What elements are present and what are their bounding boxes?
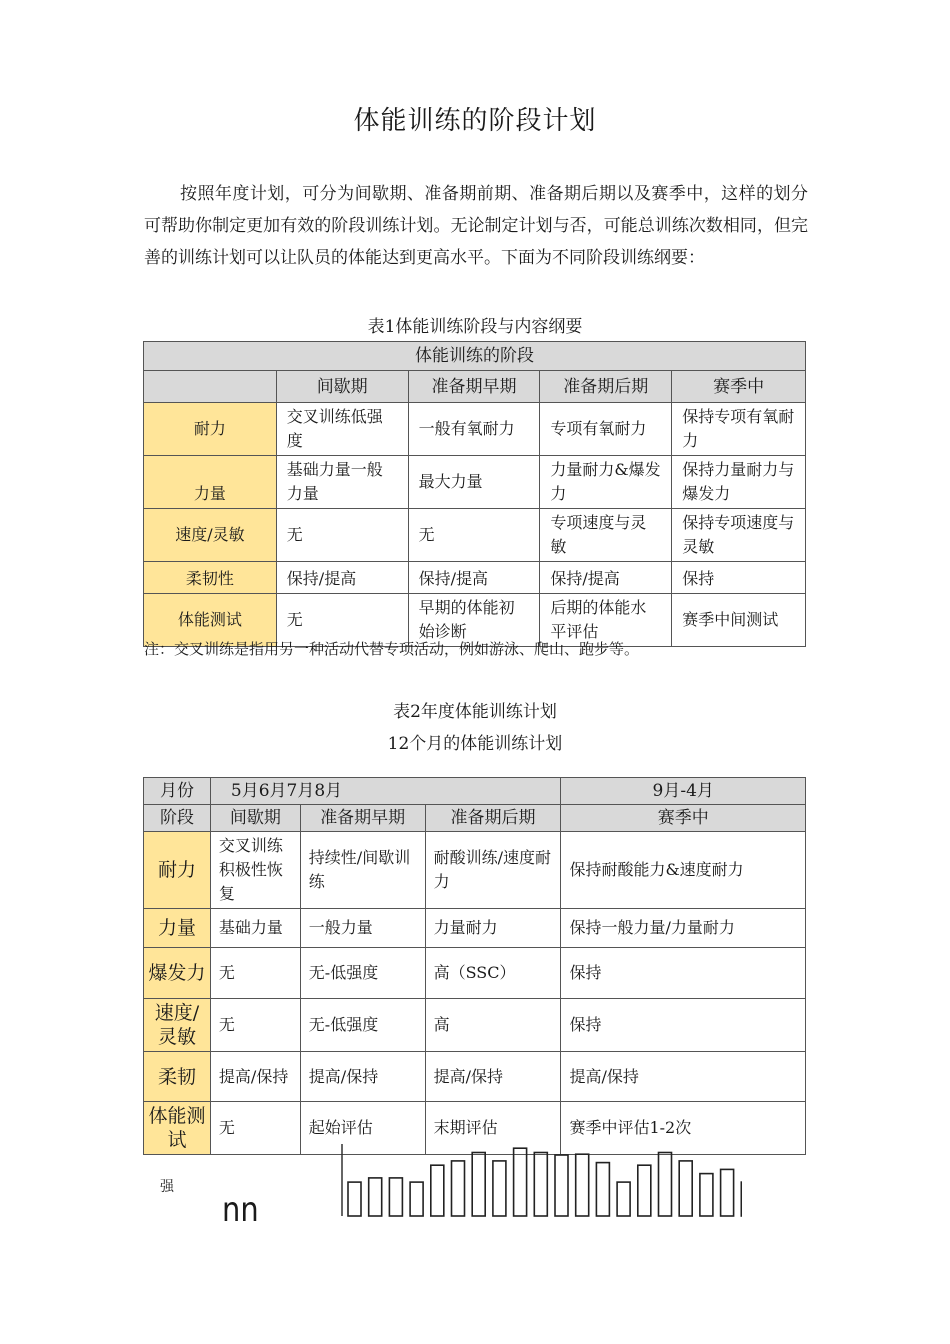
table-cell: 保持/提高 (540, 562, 672, 594)
chart-bar (431, 1165, 444, 1216)
table1-header-cell: 赛季中 (672, 371, 806, 403)
table-cell: 一般力量 (300, 909, 425, 948)
table1-header-cell (144, 371, 277, 403)
months-inseason: 9月-4月 (561, 778, 806, 805)
table-row (144, 999, 806, 1052)
table-row (144, 403, 806, 456)
intro-paragraph: 按照年度计划，可分为间歇期、准备期前期、准备期后期以及赛季中，这样的划分可帮助你制定更加有效的阶段训练计划。无论制定计划与否，可能总训练次数相同，但完善的训练计划可以让队员的体能达到更高水平。下面为不同阶段训练纲要： (144, 184, 808, 268)
table-cell: 保持一般力量/力量耐力 (561, 909, 806, 948)
table-cell: 基础力量 (210, 909, 300, 948)
table-cell: 保持专项有氧耐力 (672, 403, 806, 456)
month-label: 月份 (144, 778, 211, 805)
table-cell: 无-低强度 (300, 948, 425, 999)
chart-bar (369, 1178, 382, 1216)
table-row (144, 562, 806, 594)
table-cell: 专项速度与灵敏 (540, 509, 672, 562)
table-row (144, 832, 806, 909)
table-cell: 无-低强度 (300, 999, 425, 1052)
chart-bar (679, 1161, 692, 1216)
fragment-text: 强 (160, 1179, 174, 1195)
table-cell: 力量耐力&爆发力 (540, 456, 672, 509)
table-row (144, 456, 806, 509)
table1-header-cell: 准备期后期 (540, 371, 672, 403)
chart-bar (389, 1178, 402, 1216)
table-cell: 保持/提高 (408, 562, 540, 594)
table-cell: 耐酸训练/速度耐力 (425, 832, 561, 909)
table-cell: 交叉训练低强度 (276, 403, 408, 456)
table-cell: 保持 (561, 948, 806, 999)
table-cell: 一般有氧耐力 (408, 403, 540, 456)
page-title: 体能训练的阶段计划 (353, 106, 597, 136)
table-cell: 赛季中评估1-2次 (561, 1102, 806, 1155)
table-cell: 提高/保持 (561, 1052, 806, 1102)
chart-bar (700, 1174, 713, 1216)
row-label: 爆发力 (144, 948, 211, 999)
row-label: 耐力 (144, 403, 277, 456)
table-cell: 无 (210, 948, 300, 999)
table-cell: 最大力量 (408, 456, 540, 509)
chart-bar (741, 1182, 742, 1216)
table-cell: 专项有氧耐力 (540, 403, 672, 456)
chart-bar (721, 1169, 734, 1216)
row-label: 柔韧性 (144, 562, 277, 594)
table-cell: 交叉训练积极性恢复 (210, 832, 300, 909)
table-cell: 赛季中间测试 (672, 594, 806, 647)
phase-cell: 准备期早期 (300, 805, 425, 832)
phase-cell: 准备期后期 (425, 805, 561, 832)
chart-bar (452, 1161, 465, 1216)
row-label: 速度/灵敏 (144, 999, 211, 1052)
table-cell: 无 (276, 594, 408, 647)
months-offseason: 5月6月7月8月 (210, 778, 561, 805)
table-row (144, 909, 806, 948)
chart-bar (596, 1163, 609, 1216)
intensity-bar-chart (336, 1140, 742, 1220)
table1-header-cell: 准备期早期 (408, 371, 540, 403)
table-cell: 保持力量耐力与爆发力 (672, 456, 806, 509)
table1-note: 注：交叉训练是指用另一种活动代替专项活动，例如游泳、爬山、跑步等。 (144, 640, 640, 658)
table-cell: 末期评估 (425, 1102, 561, 1155)
table1-header-cell: 间歇期 (276, 371, 408, 403)
fragment-glyphs: nn (222, 1190, 259, 1230)
table-cell: 后期的体能水平评估 (540, 594, 672, 647)
table-cell: 保持 (672, 562, 806, 594)
table-cell: 无 (210, 999, 300, 1052)
chart-bar (472, 1153, 485, 1217)
table-cell: 提高/保持 (210, 1052, 300, 1102)
row-label: 速度/灵敏 (144, 509, 277, 562)
table-cell: 保持专项速度与灵敏 (672, 509, 806, 562)
chart-bar (617, 1182, 630, 1216)
row-label: 耐力 (144, 832, 211, 909)
table1-banner: 体能训练的阶段 (144, 342, 806, 371)
table-cell: 无 (408, 509, 540, 562)
table-row (144, 509, 806, 562)
table-cell: 保持/提高 (276, 562, 408, 594)
table1-caption: 表1体能训练阶段与内容纲要 (367, 317, 583, 337)
table-cell: 力量耐力 (425, 909, 561, 948)
phase-content-table (143, 341, 806, 647)
table-cell: 提高/保持 (425, 1052, 561, 1102)
table-cell: 保持 (561, 999, 806, 1052)
chart-bar (534, 1153, 547, 1217)
row-label: 力量 (144, 909, 211, 948)
table-cell: 持续性/间歇训练 (300, 832, 425, 909)
row-label: 力量 (144, 456, 277, 509)
row-label: 柔韧 (144, 1052, 211, 1102)
table-cell: 基础力量一般力量 (276, 456, 408, 509)
row-label: 体能测试 (144, 594, 277, 647)
chart-bar (576, 1154, 589, 1216)
table-cell: 高 (425, 999, 561, 1052)
table-cell: 高（SSC） (425, 948, 561, 999)
table-cell: 早期的体能初始诊断 (408, 594, 540, 647)
chart-bar (493, 1161, 506, 1216)
phase-cell: 赛季中 (561, 805, 806, 832)
chart-bar (555, 1155, 568, 1216)
table-cell: 提高/保持 (300, 1052, 425, 1102)
phase-label: 阶段 (144, 805, 211, 832)
table-cell: 无 (210, 1102, 300, 1155)
phase-cell: 间歇期 (210, 805, 300, 832)
table2-subcaption: 12个月的体能训练计划 (387, 734, 563, 754)
chart-bar (348, 1182, 361, 1216)
table-cell: 保持耐酸能力&速度耐力 (561, 832, 806, 909)
table-row (144, 948, 806, 999)
table-cell: 起始评估 (300, 1102, 425, 1155)
chart-bar (638, 1165, 651, 1216)
chart-bar (514, 1148, 527, 1216)
annual-plan-table (143, 777, 806, 1155)
chart-bar (659, 1153, 672, 1217)
table-cell: 无 (276, 509, 408, 562)
chart-bar (410, 1182, 423, 1216)
table2-caption: 表2年度体能训练计划 (393, 702, 557, 722)
table-row (144, 1052, 806, 1102)
row-label: 体能测试 (144, 1102, 211, 1155)
